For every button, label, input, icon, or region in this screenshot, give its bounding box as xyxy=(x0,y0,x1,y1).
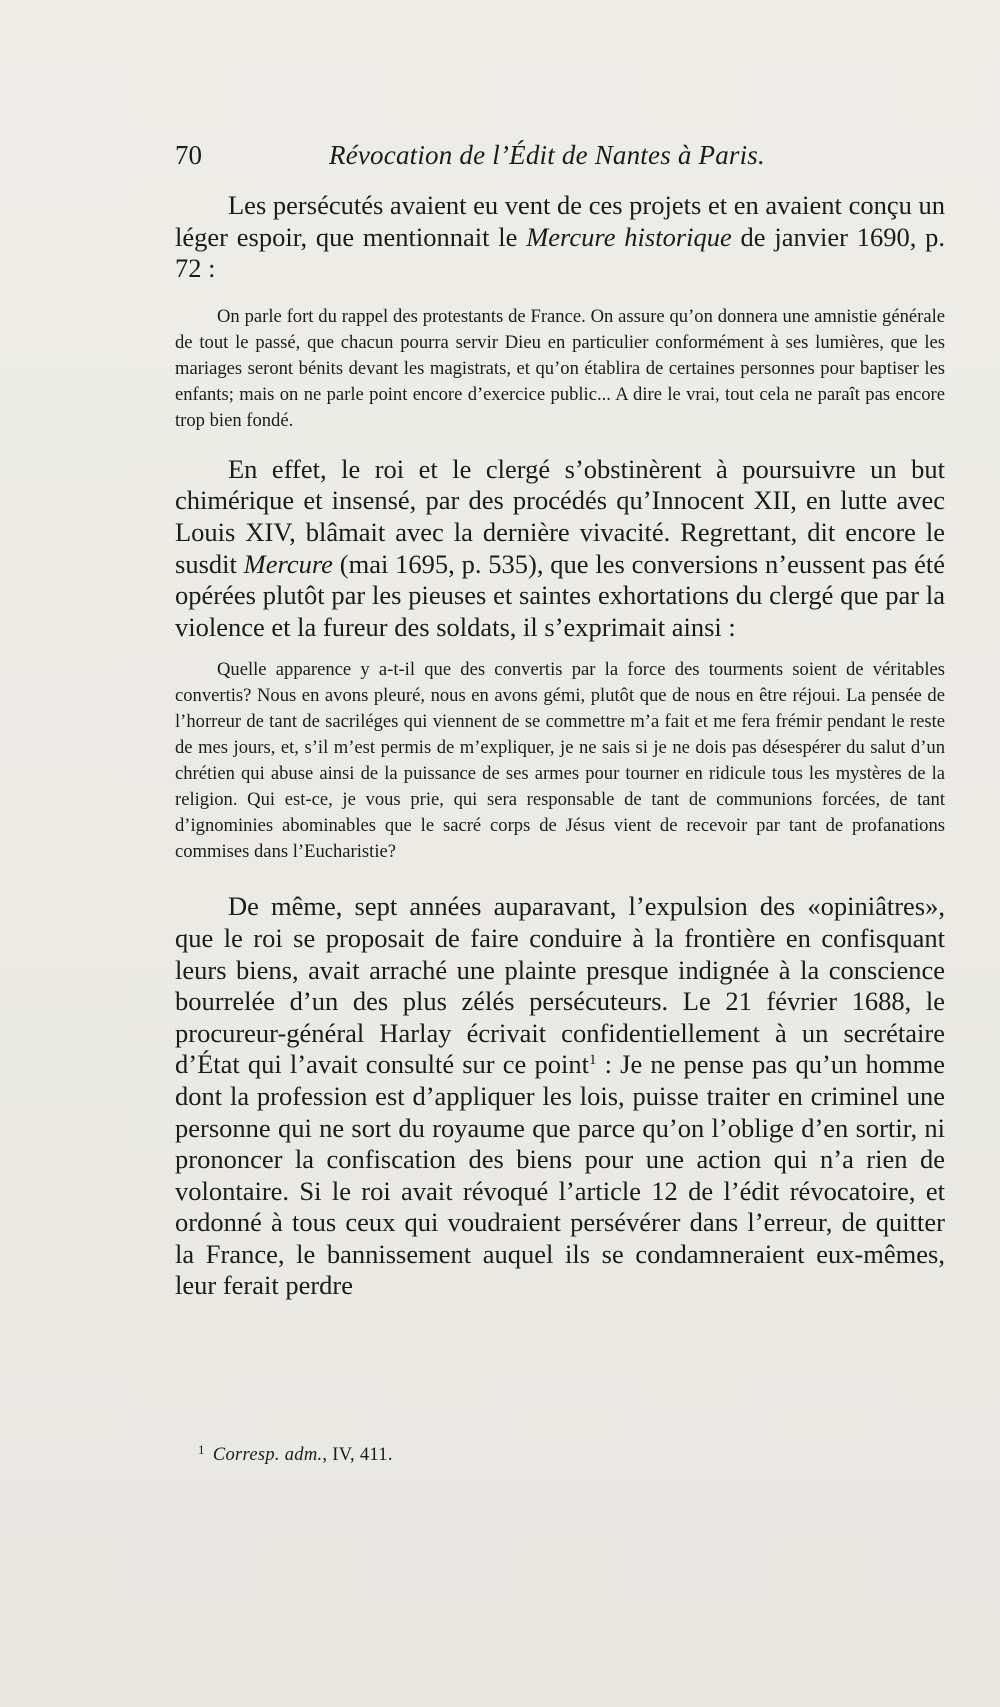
paragraph-1-italic-title: Mercure historique xyxy=(526,221,732,252)
running-title: Révocation de l’Édit de Nantes à Paris. xyxy=(329,140,765,170)
paragraph-2-text-b: (mai 1695, p. 535), que les conversions n’eussent pas été opérées plutôt par les pieuses et saintes exhortations du clergé que par la violence et la fureur des soldats, il s’exprimait ainsi : xyxy=(175,548,945,642)
footnote xyxy=(198,1442,393,1466)
paragraph-1 xyxy=(175,190,945,285)
paragraph-3-text-b: : Je ne pense pas qu’un homme dont la profession est d’appliquer les lois, puisse traiter en criminel une personne qui ne sort du royaume que parce qu’on l’oblige d’en sortir, ni prononcer la confiscation des biens pour une action qui n’a rien de volontaire. Si le roi avait révoqué l’article 12 de l’édit révocatoire, et ordonné à tous ceux qui voudraient persévérer dans l’erreur, de quitter la France, le bannissement auquel ils se condamneraient eux-mêmes, leur ferait perdre xyxy=(175,1049,945,1301)
page-header xyxy=(175,140,795,180)
paragraph-2 xyxy=(175,454,945,644)
paragraph-3-text-a: De même, sept années auparavant, l’expulsion des «opiniâtres», que le roi se proposait de faire conduire à la frontière en confisquant leurs biens, avait arraché une plainte presque indignée à la conscience bourrelée d’un des plus zélés persécuteurs. Le 21 février 1688, le procureur-général Harlay écrivait confidentiellement à un secrétaire d’État qui l’avait consulté sur ce point xyxy=(175,891,945,1080)
footnote-reference: 1 xyxy=(588,1052,597,1069)
footnote-text: , IV, 411. xyxy=(322,1445,393,1465)
paragraph-1-text-b: de janvier 1690, p. 72 : xyxy=(175,221,946,284)
block-quote-2: Quelle apparence y a-t-il que des convertis par la force des tourments soient de véritables convertis? Nous en avons pleuré, nous en avons gémi, plutôt que de nous en être réjoui. La pensée de l’horreur de tant de sacriléges qui viennent de se commettre m’a fait et me fera frémir pendant le reste de mes jours, et, s’il m’est permis de m’expliquer, je ne sais si je ne dois pas désespérer du salut d’un chrétien qui abuse ainsi de la puissance de ses armes pour tourner en ridicule tous les mystères de la religion. Qui est-ce, je vous prie, qui sera responsable de tant de communions forcées, de tant d’ignominies abominables que le sacré corps de Jésus vient de recevoir par tant de profanations commises dans l’Eucharistie? xyxy=(175,659,945,863)
paragraph-1-text-a: Les persécutés avaient eu vent de ces projets et en avaient conçu un léger espoir, que mentionnait le xyxy=(175,190,945,252)
footnote-mark: 1 xyxy=(198,1442,205,1457)
paragraph-3 xyxy=(175,891,945,1302)
paragraph-2-text-a: En effet, le roi et le clergé s’obstinèrent à poursuivre un but chimérique et insensé, par des procédés qu’Innocent XII, en lutte avec Louis XIV, blâmait avec la dernière vivacité. Regrettant, dit encore le susdit xyxy=(175,453,945,579)
page-number: 70 xyxy=(175,140,202,170)
footnote-source: Corresp. adm. xyxy=(212,1445,323,1465)
paragraph-2-italic-title: Mercure xyxy=(243,548,333,579)
page-body xyxy=(175,190,945,1302)
block-quote-1: On parle fort du rappel des protestants de France. On assure qu’on donnera une amnistie générale de tout le passé, que chacun pourra servir Dieu en particulier conformément à ses lumières, que les mariages seront bénits devant les magistrats, et qu’on établira de certaines personnes pour baptiser les enfants; mais on ne parle point encore d’exercice public... A dire le vrai, tout cela ne paraît pas encore trop bien fondé. xyxy=(175,305,945,431)
